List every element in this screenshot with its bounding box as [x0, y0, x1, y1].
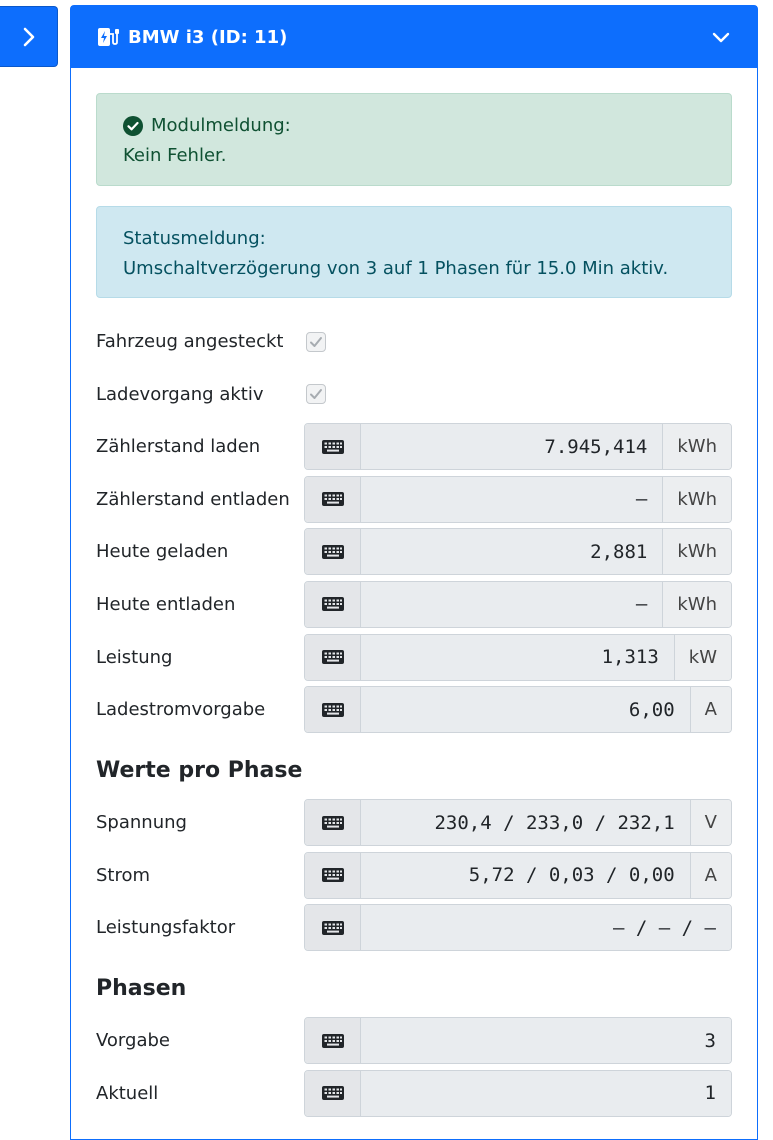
status-message-title: Statusmeldung:	[123, 228, 266, 249]
keyboard-icon	[305, 635, 361, 680]
charging-row	[96, 371, 732, 418]
today-discharged-value: –	[361, 582, 662, 627]
charging-label: Ladevorgang aktiv	[96, 383, 264, 405]
module-message-text: Kein Fehler.	[123, 145, 227, 166]
phases-target-field[interactable]	[304, 1017, 732, 1064]
keyboard-icon	[305, 687, 361, 732]
power-factor-value: – / – / –	[361, 905, 731, 950]
checkmark-icon	[309, 388, 323, 400]
power-unit: kW	[674, 635, 731, 680]
card-header[interactable]	[71, 6, 757, 68]
phases-actual-value: 1	[361, 1071, 731, 1116]
power-field[interactable]	[304, 634, 732, 681]
vehicle-title: BMW i3 (ID: 11)	[128, 26, 288, 48]
current-setpoint-field[interactable]	[304, 686, 732, 733]
meter-charge-value: 7.945,414	[361, 424, 662, 469]
meter-discharge-row	[96, 476, 732, 523]
meter-charge-unit: kWh	[662, 424, 731, 469]
keyboard-icon	[305, 905, 361, 950]
keyboard-icon	[305, 529, 361, 574]
keyboard-icon	[305, 1018, 361, 1063]
current-setpoint-label: Ladestromvorgabe	[96, 699, 266, 721]
keyboard-icon	[305, 1071, 361, 1116]
voltage-row	[96, 799, 732, 846]
module-message-alert	[96, 93, 732, 186]
check-circle-icon	[123, 116, 143, 136]
today-discharged-row	[96, 581, 732, 628]
today-charged-row	[96, 528, 732, 575]
keyboard-icon	[305, 424, 361, 469]
plugged-row	[96, 318, 732, 365]
power-factor-field[interactable]	[304, 904, 732, 951]
meter-discharge-label: Zählerstand entladen	[96, 488, 290, 510]
current-row	[96, 852, 732, 899]
card-body	[71, 68, 757, 1117]
checkmark-icon	[309, 336, 323, 348]
phases-target-row	[96, 1017, 732, 1064]
current-setpoint-value: 6,00	[361, 687, 690, 732]
voltage-value: 230,4 / 233,0 / 232,1	[361, 800, 690, 845]
power-label: Leistung	[96, 646, 173, 668]
meter-charge-row	[96, 423, 732, 470]
keyboard-icon	[305, 582, 361, 627]
phases-target-label: Vorgabe	[96, 1030, 170, 1052]
meter-discharge-field[interactable]	[304, 476, 732, 523]
vehicle-card	[70, 5, 758, 1140]
current-value: 5,72 / 0,03 / 0,00	[361, 853, 690, 898]
meter-charge-label: Zählerstand laden	[96, 436, 261, 458]
keyboard-icon	[305, 853, 361, 898]
voltage-unit: V	[690, 800, 731, 845]
voltage-label: Spannung	[96, 812, 187, 834]
meter-charge-field[interactable]	[304, 423, 732, 470]
today-discharged-label: Heute entladen	[96, 593, 236, 615]
power-factor-row	[96, 904, 732, 951]
meter-discharge-value: –	[361, 477, 662, 522]
current-setpoint-unit: A	[690, 687, 731, 732]
chevron-right-icon	[22, 26, 36, 48]
phases-actual-field[interactable]	[304, 1070, 732, 1117]
current-unit: A	[690, 853, 731, 898]
phases-target-value: 3	[361, 1018, 731, 1063]
today-charged-value: 2,881	[361, 529, 662, 574]
today-discharged-field[interactable]	[304, 581, 732, 628]
current-setpoint-row	[96, 686, 732, 733]
voltage-field[interactable]	[304, 799, 732, 846]
module-message-title: Modulmeldung:	[151, 115, 291, 136]
phases-heading: Phasen	[96, 976, 187, 1002]
meter-discharge-unit: kWh	[662, 477, 731, 522]
phases-actual-label: Aktuell	[96, 1082, 159, 1104]
power-row	[96, 634, 732, 681]
power-value: 1,313	[361, 635, 674, 680]
today-charged-field[interactable]	[304, 528, 732, 575]
today-charged-unit: kWh	[662, 529, 731, 574]
today-discharged-unit: kWh	[662, 582, 731, 627]
sidebar-toggle-button[interactable]	[0, 6, 58, 67]
plugged-label: Fahrzeug angesteckt	[96, 331, 284, 352]
current-label: Strom	[96, 864, 151, 886]
keyboard-icon	[305, 477, 361, 522]
status-message-alert	[96, 206, 732, 298]
keyboard-icon	[305, 800, 361, 845]
phase-values-heading: Werte pro Phase	[96, 758, 303, 784]
plugged-checkbox[interactable]	[306, 332, 326, 352]
status-message-text: Umschaltverzögerung von 3 auf 1 Phasen für 15.0 Min aktiv.	[123, 258, 669, 279]
chevron-down-icon[interactable]	[711, 30, 731, 44]
phases-actual-row	[96, 1070, 732, 1117]
charging-checkbox[interactable]	[306, 384, 326, 404]
power-factor-label: Leistungsfaktor	[96, 917, 236, 939]
current-field[interactable]	[304, 852, 732, 899]
today-charged-label: Heute geladen	[96, 541, 229, 563]
charging-station-icon	[97, 27, 121, 47]
